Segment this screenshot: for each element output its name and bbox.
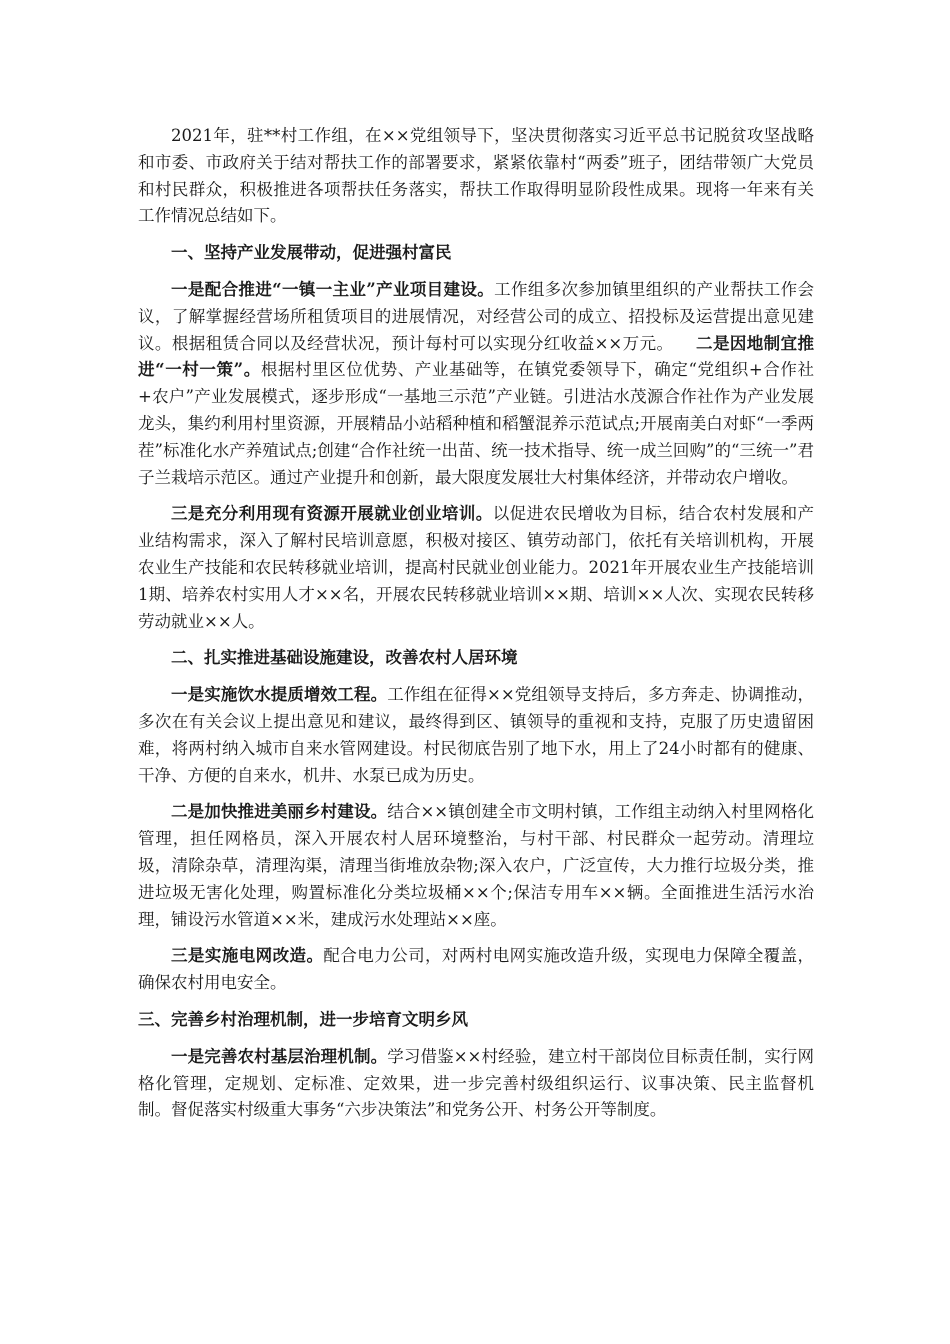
section-2-p3-text: 配合电力公司，对两村电网实施改造升级，实现电力保障全覆盖，确保农村用电安全。 [138,946,815,993]
document-body [138,123,814,1134]
section-1-p1-text: 工作组多次参加镇里组织的产业帮扶工作会议，了解掌握经营场所租赁项目的进展情况，对经营公司的成立、招投标及运营提出意见建议。根据租赁合同以及经营状况，预计每村可以实现分红收益××万元。 [138,279,815,353]
section-3-paragraph-1 [138,1044,814,1124]
section-1-p2-lead: 三是充分利用现有资源开展就业创业培训。 [171,504,493,524]
section-1-paragraph-1 [138,277,814,491]
section-1-heading: 一、坚持产业发展带动，促进强村富民 [171,243,452,263]
section-1-p1-lead-2: 二是因地制宜推进“一村一策”。 [138,333,814,380]
section-3-p1-text: 学习借鉴××村经验，建立村干部岗位目标责任制，实行网格化管理，定规划、定标准、定效果，进一步完善村级组织运行、议事决策、民主监督机制。督促落实村级重大事务“六步决策法”和党务公开、村务公开等制度。 [138,1046,814,1120]
section-1-paragraph-2 [138,501,814,635]
section-3-heading: 三、完善乡村治理机制，进一步培育文明乡风 [138,1009,468,1029]
intro-paragraph: 2021年，驻**村工作组，在××党组领导下，坚决贯彻落实习近平总书记脱贫攻坚战略和市委、市政府关于结对帮扶工作的部署要求，紧紧依靠村“两委”班子，团结带领广大党员和村民群众，积极推进各项帮扶任务落实，帮扶工作取得明显阶段性成果。现将一年来有关工作情况总结如下。 [138,126,814,226]
section-2-paragraph-2 [138,799,814,933]
section-2-heading: 二、扎实推进基础设施建设，改善农村人居环境 [171,648,518,668]
section-1-p1-text-2: 根据村里区位优势、产业基础等，在镇党委领导下，确定“党组织+合作社+农户”产业发展模式，逐步形成“一基地三示范”产业链。引进沽水茂源合作社作为产业发展龙头，集约利用村里资源，开展精品小站稻种植和稻蟹混养示范试点;开展南美白对虾“一季两茬”标准化水产养殖试点;创建“合作社统一出苗、统一技术指导、统一成兰回购”的“三统一”君子兰栽培示范区。通过产业提升和创新，最大限度发展壮大村集体经济，并带动农户增收。 [138,360,815,487]
section-2-paragraph-3 [138,943,814,997]
section-1-p2-text: 以促进农民增收为目标，结合农村发展和产业结构需求，深入了解村民培训意愿，积极对接区、镇劳动部门，依托有关培训机构，开展农业生产技能和农民转移就业培训，提高村民就业创业能力。2021年开展农业生产技能培训1期、培养农村实用人才××名，开展农民转移就业培训××期、培训××人次、实现农民转移劳动就业××人。 [138,504,815,631]
section-2-p3-lead: 三是实施电网改造。 [171,946,324,966]
section-2-p1-lead: 一是实施饮水提质增效工程。 [171,685,388,705]
section-2-paragraph-1 [138,682,814,789]
section-2-p2-lead: 二是加快推进美丽乡村建设。 [171,802,388,822]
section-2-p1-text: 工作组在征得××党组领导支持后，多方奔走、协调推动，多次在有关会议上提出意见和建议，最终得到区、镇领导的重视和支持，克服了历史遗留困难，将两村纳入城市自来水管网建设。村民彻底告别了地下水，用上了24小时都有的健康、干净、方便的自来水，机井、水泵已成为历史。 [138,685,814,785]
section-1-p1-lead: 一是配合推进“一镇一主业”产业项目建设。 [171,279,495,299]
section-2-p2-text: 结合××镇创建全市文明村镇，工作组主动纳入村里网格化管理，担任网格员，深入开展农村人居环境整治，与村干部、村民群众一起劳动。清理垃圾，清除杂草，清理沟渠，清理当街堆放杂物;深入农户，广泛宣传，大力推行垃圾分类，推进垃圾无害化处理，购置标准化分类垃圾桶××个;保洁专用车××辆。全面推进生活污水治理，铺设污水管道××米，建成污水处理站××座。 [138,802,814,929]
section-3-p1-lead: 一是完善农村基层治理机制。 [171,1046,388,1066]
